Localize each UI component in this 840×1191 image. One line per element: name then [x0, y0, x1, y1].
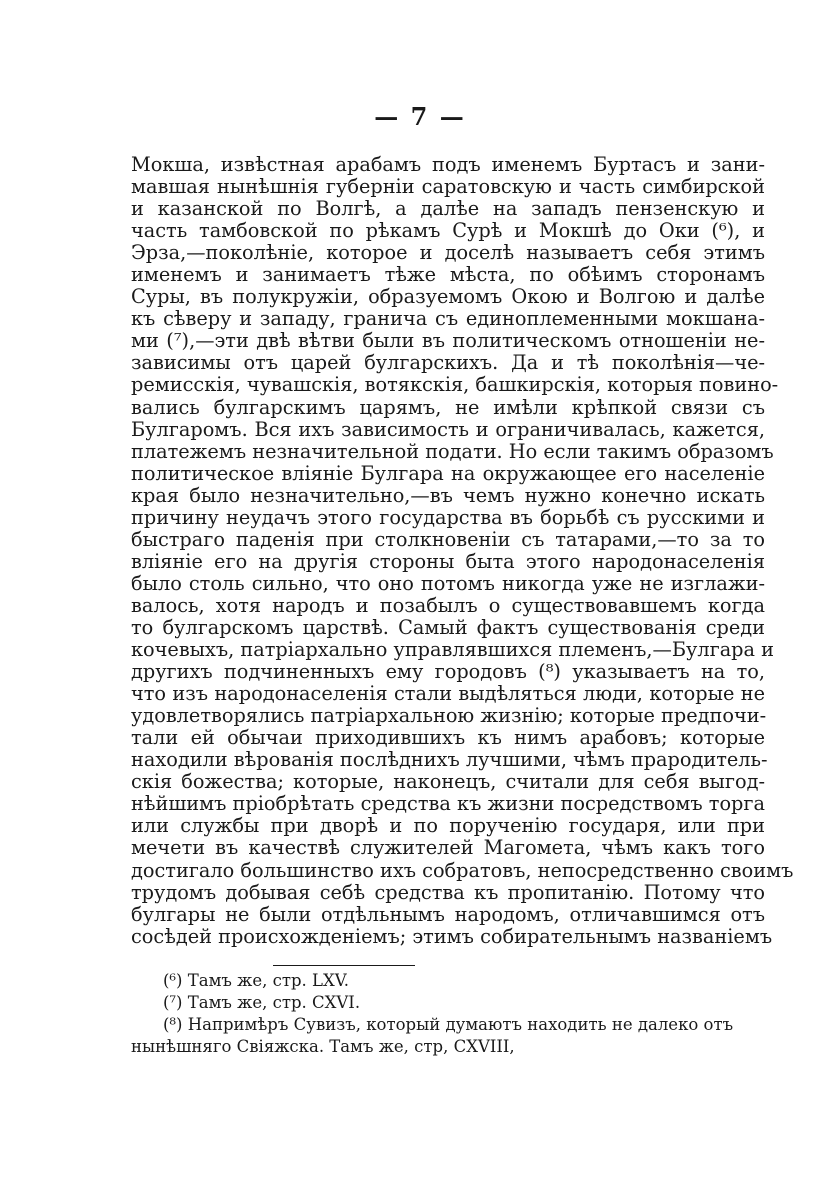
- text-line: достигало большинство ихъ собратовъ, непосредственно своимъ: [131, 858, 794, 882]
- footnote-8-continuation: нынѣшняго Свіяжска. Тамъ же, стр, CXVIII,: [131, 1037, 515, 1056]
- text-line: ремисскія, чувашскія, вотякскія, башкирскія, которыя повино-: [131, 373, 779, 397]
- text-line: тали ей обычаи приходившихъ къ нимъ арабовъ; которые: [131, 726, 765, 750]
- footnote-separator: [273, 965, 415, 966]
- text-line: трудомъ добывая себѣ средства къ пропитанію. Потому что: [131, 880, 765, 904]
- text-line: политическое вліяніе Булгара на окружающее его населеніе: [131, 461, 765, 485]
- footnote-7: (⁷) Тамъ же, стр. CXVI.: [163, 993, 361, 1012]
- text-line: кочевыхъ, патріархально управлявшихся племенъ,—Булгара и: [131, 638, 775, 662]
- text-line: платежемъ незначительной подати. Но если такимъ образомъ: [131, 439, 774, 463]
- text-line: находили вѣрованія послѣднихъ лучшими, чѣмъ прародитель-: [131, 748, 768, 772]
- text-line: удовлетворялись патріархальною жизнію; которые предпочи-: [131, 704, 767, 728]
- text-line: мавшая нынѣшнія губерніи саратовскую и часть симбирской: [131, 175, 765, 199]
- footnote-6: (⁶) Тамъ же, стр. LXV.: [163, 971, 349, 990]
- text-line: часть тамбовской по рѣкамъ Сурѣ и Мокшѣ до Оки (⁶), и: [131, 219, 765, 243]
- body-text: [131, 153, 794, 948]
- text-line: другихъ подчиненныхъ ему городовъ (⁸) указываетъ на то,: [131, 660, 765, 684]
- text-line: то булгарскомъ царствѣ. Самый фактъ существованія среди: [131, 615, 765, 639]
- text-line: вались булгарскимъ царямъ, не имѣли крѣпкой связи съ: [131, 395, 765, 419]
- text-line: именемъ и занимаетъ тѣже мѣста, по обѣимъ сторонамъ: [131, 263, 765, 287]
- text-line: было столь сильно, что оно потомъ никогда уже не изглажи-: [131, 571, 765, 595]
- text-line: къ сѣверу и западу, гранича съ единоплеменными мокшана-: [131, 307, 765, 331]
- text-line: и казанской по Волгѣ, а далѣе на западъ пензенскую и: [131, 197, 765, 221]
- page-number: — 7 —: [374, 102, 466, 131]
- text-line: Мокша, извѣстная арабамъ подъ именемъ Буртасъ и зани-: [131, 153, 765, 176]
- text-line: нѣйшимъ пріобрѣтать средства къ жизни посредствомъ торга: [131, 792, 765, 816]
- text-line: края было незначительно,—въ чемъ нужно конечно искать: [131, 483, 765, 507]
- footnotes: [131, 970, 765, 1058]
- footnote-8: (⁸) Напримѣръ Сувизъ, который думаютъ находить не далеко отъ: [163, 1015, 734, 1034]
- text-line: Суры, въ полукружіи, образуемомъ Окою и Волгою и далѣе: [131, 285, 765, 309]
- text-line: или службы при дворѣ и по порученію государя, или при: [131, 814, 765, 838]
- text-line: причину неудачъ этого государства въ борьбѣ съ русскими и: [131, 505, 765, 529]
- text-line: ми (⁷),—эти двѣ вѣтви были въ политическомъ отношеніи не-: [131, 329, 765, 353]
- text-line: что изъ народонаселенія стали выдѣляться люди, которые не: [131, 682, 765, 706]
- text-line: валось, хотя народъ и позабылъ о существовавшемъ когда: [131, 593, 765, 617]
- text-line: скія божества; которые, наконецъ, считали для себя выгод-: [131, 770, 765, 794]
- text-line: быстраго паденія при столкновеніи съ татарами,—то за то: [131, 527, 765, 551]
- text-line: Булгаромъ. Вся ихъ зависимость и ограничивалась, кажется,: [131, 417, 765, 441]
- text-line: Эрза,—поколѣніе, которое и доселѣ называетъ себя этимъ: [131, 241, 765, 265]
- text-line: вліяніе его на другія стороны быта этого народонаселенія: [131, 549, 765, 573]
- text-line: булгары не были отдѣльнымъ народомъ, отличавшимся отъ: [131, 902, 765, 926]
- text-line: мечети въ качествѣ служителей Магомета, чѣмъ какъ того: [131, 836, 765, 860]
- text-line: сосѣдей происхожденіемъ; этимъ собирательнымъ названіемъ: [131, 924, 773, 948]
- text-line: зависимы отъ царей булгарскихъ. Да и тѣ поколѣнія—че-: [131, 351, 765, 375]
